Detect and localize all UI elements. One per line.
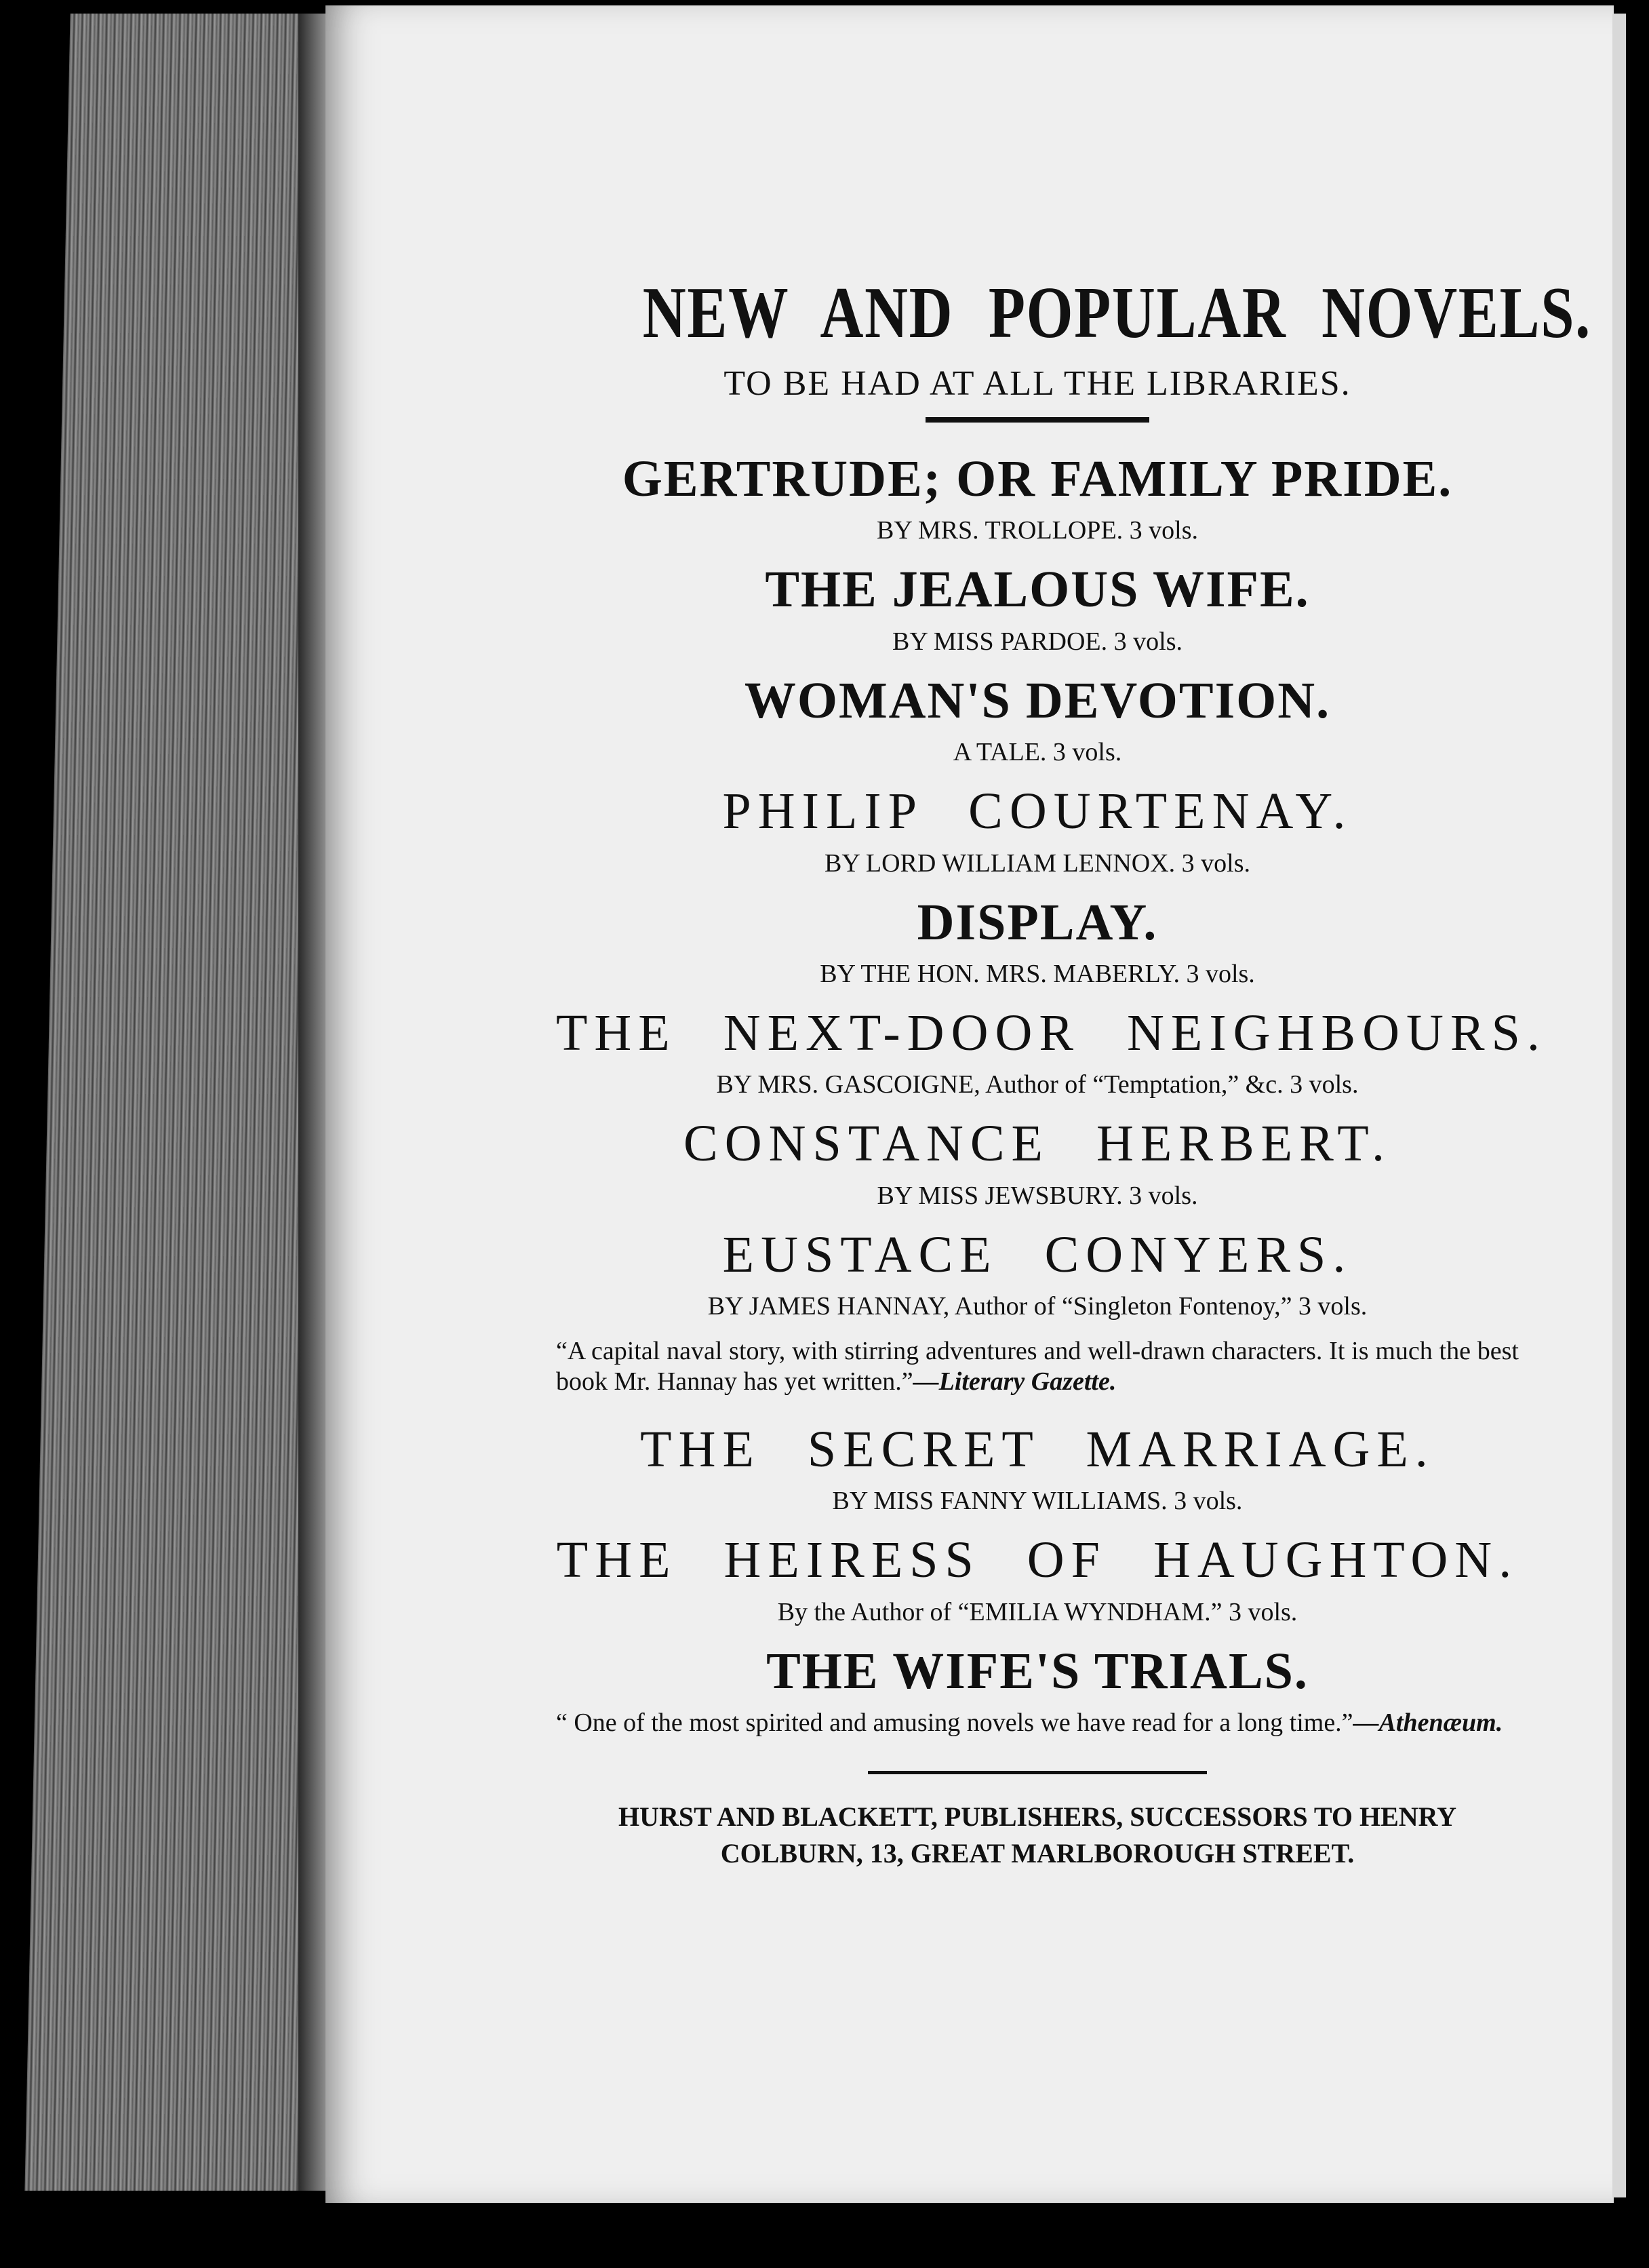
novel-title: THE NEXT-DOOR NEIGHBOURS. <box>556 1004 1547 1061</box>
novel-byline: BY MRS. TROLLOPE. 3 vols. <box>876 516 1199 545</box>
quote-source: —Literary Gazette. <box>913 1367 1117 1396</box>
novel-byline: BY JAMES HANNAY, Author of “Singleton Fontenoy,” 3 vols. <box>707 1292 1368 1321</box>
novel-byline: BY MISS FANNY WILLIAMS. 3 vols. <box>832 1487 1243 1516</box>
quote-text: “ One of the most spirited and amusing novels we have read for a long time.” <box>556 1708 1353 1737</box>
imprint-line: HURST AND BLACKETT, PUBLISHERS, SUCCESSORS TO HENRY <box>618 1801 1456 1832</box>
novel-title: THE WIFE'S TRIALS. <box>766 1642 1309 1700</box>
page-title: NEW AND POPULAR NOVELS. <box>642 273 1591 353</box>
novel-byline: BY LORD WILLIAM LENNOX. 3 vols. <box>824 848 1250 878</box>
novel-title: EUSTACE CONYERS. <box>722 1226 1353 1283</box>
novel-byline: BY MISS PARDOE. 3 vols. <box>892 627 1183 656</box>
imprint-line: COLBURN, 13, GREAT MARLBOROUGH STREET. <box>720 1837 1355 1869</box>
novel-byline: BY MRS. GASCOIGNE, Author of “Temptation,” &c. 3 vols. <box>716 1070 1359 1099</box>
novel-byline: BY MISS JEWSBURY. 3 vols. <box>877 1181 1198 1210</box>
novel-byline: A TALE. 3 vols. <box>953 738 1122 767</box>
novel-title: THE HEIRESS OF HAUGHTON. <box>556 1531 1519 1589</box>
page-subtitle: TO BE HAD AT ALL THE LIBRARIES. <box>723 364 1351 403</box>
advertisement <box>556 271 1591 1872</box>
quote-source: —Athenæum. <box>1353 1708 1503 1737</box>
novel-title: CONSTANCE HERBERT. <box>683 1115 1391 1173</box>
divider-rule <box>926 417 1149 423</box>
publisher-imprint <box>556 1799 1519 1872</box>
divider-rule <box>868 1771 1207 1774</box>
novel-title: DISPLAY. <box>917 893 1158 951</box>
review-quote <box>556 1336 1519 1397</box>
quote-text: “A capital naval story, with stirring adventures and well-drawn characters. It is much the best book Mr. Hannay has yet written.” <box>556 1337 1519 1396</box>
novel-title: THE JEALOUS WIFE. <box>765 561 1310 619</box>
novel-title: GERTRUDE; OR FAMILY PRIDE. <box>622 450 1453 507</box>
novel-title: WOMAN'S DEVOTION. <box>744 671 1331 729</box>
page-right-edge <box>1612 14 1626 2197</box>
novel-title: PHILIP COURTENAY. <box>722 783 1353 840</box>
novel-title: THE SECRET MARRIAGE. <box>640 1420 1435 1478</box>
novel-byline: By the Author of “EMILIA WYNDHAM.” 3 vols. <box>777 1597 1298 1626</box>
review-quote <box>556 1708 1519 1738</box>
novel-byline: BY THE HON. MRS. MABERLY. 3 vols. <box>820 959 1255 988</box>
